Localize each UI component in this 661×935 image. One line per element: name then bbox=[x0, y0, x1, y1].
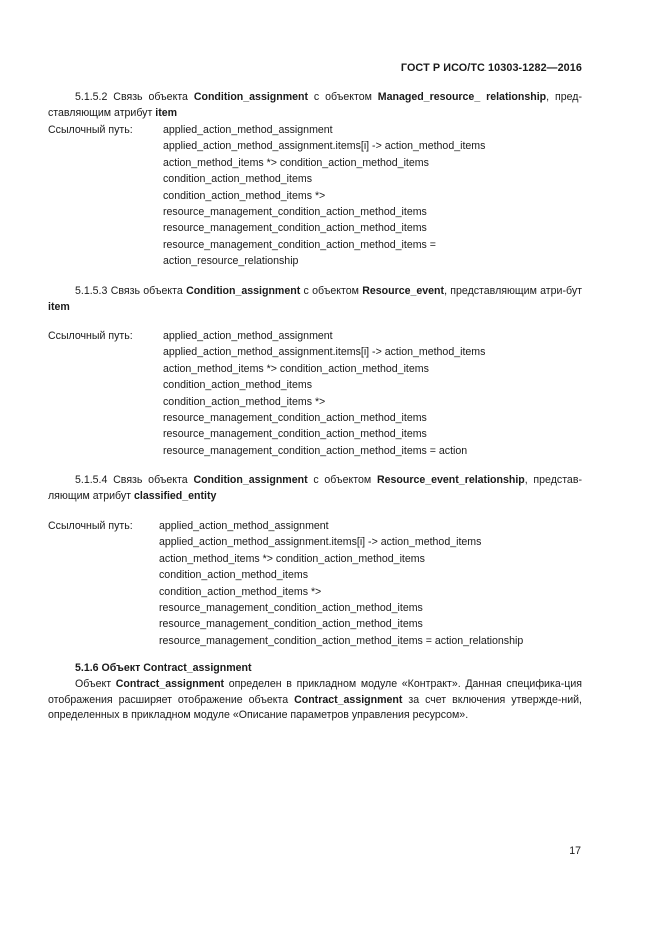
page-number: 17 bbox=[569, 845, 581, 857]
entity-name: Condition_assignment bbox=[186, 285, 301, 297]
entity-name: Managed_resource_ relationship bbox=[377, 91, 547, 103]
section-number: 5.1.5.4 bbox=[75, 474, 108, 486]
reference-path-line: resource_management_condition_action_method_items bbox=[163, 411, 427, 424]
reference-path-lines bbox=[163, 122, 485, 270]
section-number: 5.1.5.3 bbox=[75, 285, 108, 297]
reference-path-line: condition_action_method_items *> bbox=[159, 585, 322, 598]
reference-path-line: resource_management_condition_action_method_items = bbox=[163, 238, 436, 251]
reference-path-line: resource_management_condition_action_method_items bbox=[163, 222, 427, 235]
section-5-1-5-2-paragraph: 5.1.5.2 Связь объекта Condition_assignment с объектом Managed_resource_ relationship, пред-ставляющим атрибут item bbox=[48, 91, 582, 119]
reference-path-label: Ссылочный путь: bbox=[48, 330, 133, 342]
reference-path-line: action_resource_relationship bbox=[163, 255, 299, 268]
reference-path-lines bbox=[163, 328, 485, 459]
document-id-header: ГОСТ Р ИСО/ТС 10303-1282—2016 bbox=[400, 62, 582, 74]
reference-path-line: condition_action_method_items bbox=[163, 379, 312, 392]
reference-path-line: condition_action_method_items bbox=[163, 173, 312, 186]
entity-name: Resource_event_relationship bbox=[376, 474, 525, 486]
reference-path-line: resource_management_condition_action_method_items = action_relationship bbox=[159, 634, 524, 647]
reference-path-line: resource_management_condition_action_method_items = action bbox=[163, 444, 468, 457]
reference-path-line: resource_management_condition_action_method_items bbox=[163, 428, 427, 441]
reference-path-line: action_method_items *> condition_action_method_items bbox=[159, 552, 425, 565]
reference-path-line: action_method_items *> condition_action_method_items bbox=[163, 362, 429, 375]
section-5-1-5-3-paragraph: 5.1.5.3 Связь объекта Condition_assignment с объектом Resource_event, представляющим атри-бут item bbox=[48, 285, 582, 313]
reference-path-line: condition_action_method_items *> bbox=[163, 189, 326, 202]
reference-path-line: applied_action_method_assignment bbox=[163, 124, 333, 136]
section-number: 5.1.5.2 bbox=[75, 91, 108, 103]
reference-path-line: applied_action_method_assignment.items[i] -> action_method_items bbox=[163, 140, 486, 153]
reference-path-lines bbox=[159, 518, 523, 649]
section-5-1-5-4-paragraph: 5.1.5.4 Связь объекта Condition_assignment с объектом Resource_event_relationship, представ-ляющим атрибут classified_entity bbox=[48, 474, 582, 502]
reference-path-line: applied_action_method_assignment.items[i] -> action_method_items bbox=[159, 536, 482, 549]
reference-path-label: Ссылочный путь: bbox=[48, 520, 133, 532]
reference-path-line: resource_management_condition_action_method_items bbox=[159, 601, 423, 614]
reference-path-line: applied_action_method_assignment bbox=[159, 520, 329, 532]
entity-name: Contract_assignment bbox=[115, 678, 225, 690]
attribute-name: item bbox=[155, 106, 178, 119]
reference-path-line: applied_action_method_assignment bbox=[163, 330, 333, 342]
entity-name: Resource_event bbox=[362, 285, 445, 297]
entity-name: Contract_assignment bbox=[294, 693, 403, 706]
reference-path-line: action_method_items *> condition_action_method_items bbox=[163, 156, 429, 169]
reference-path-line: resource_management_condition_action_method_items bbox=[159, 618, 423, 631]
section-5-1-6-paragraph: Объект Contract_assignment определен в прикладном модуле «Контракт». Данная специфика-ция отображения расширяет отображение объекта Contract_assignment за счет включения утвержде-ний, определенных в прикладном модуле «Описание параметров управления ресурсом». bbox=[48, 678, 583, 721]
reference-path-line: resource_management_condition_action_method_items bbox=[163, 205, 427, 218]
reference-path-line: applied_action_method_assignment.items[i] -> action_method_items bbox=[163, 346, 486, 359]
reference-path-line: condition_action_method_items *> bbox=[163, 395, 326, 408]
reference-path-line: condition_action_method_items bbox=[159, 569, 308, 582]
entity-name: Condition_assignment bbox=[193, 91, 309, 103]
entity-name: Condition_assignment bbox=[193, 474, 308, 486]
attribute-name: classified_entity bbox=[133, 489, 217, 502]
reference-path-label: Ссылочный путь: bbox=[48, 124, 133, 136]
section-5-1-6-title: 5.1.6 Объект Contract_assignment bbox=[75, 662, 252, 674]
attribute-name: item bbox=[48, 300, 70, 313]
